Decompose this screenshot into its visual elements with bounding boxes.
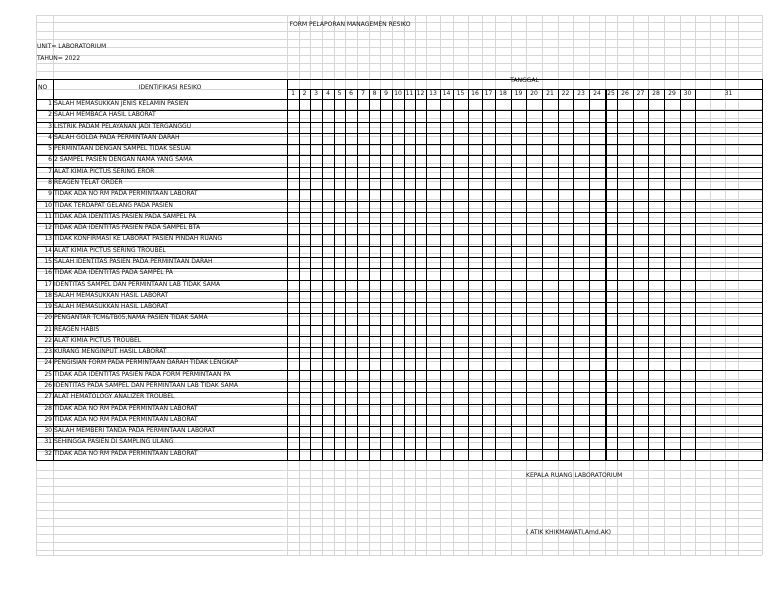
row-rule bbox=[36, 325, 762, 326]
gridline-h bbox=[36, 47, 762, 48]
day-header: 12 bbox=[416, 90, 425, 97]
day-header: 20 bbox=[530, 90, 538, 97]
row-number: 11 bbox=[44, 213, 52, 220]
gridline-h bbox=[36, 542, 762, 543]
row-number: 9 bbox=[48, 190, 52, 197]
row-number: 8 bbox=[48, 179, 52, 186]
row-number: 10 bbox=[44, 202, 52, 209]
day-col-rule bbox=[511, 89, 512, 460]
row-number: 17 bbox=[44, 281, 52, 288]
risk-item: KURANG MENGINPUT HASIL LABORAT bbox=[54, 348, 167, 355]
row-number: 13 bbox=[44, 235, 52, 242]
unit-label: UNIT= LABORATORIUM bbox=[37, 43, 107, 50]
day-header: 2 bbox=[302, 90, 307, 97]
gridline-h bbox=[36, 424, 762, 425]
signature-role: KEPALA RUANG LABORATORIUM bbox=[526, 472, 623, 479]
row-number: 18 bbox=[44, 292, 52, 299]
risk-item: ALAT KIMIA PICTUS SERING TROUBEL bbox=[54, 247, 166, 254]
form-title: FORM PELAPORAN MANAGEMEN RESIKO bbox=[289, 21, 411, 28]
day-header: 26 bbox=[621, 90, 629, 97]
risk-item: SEHINGGA PASIEN DI SAMPLING ULANG bbox=[54, 438, 174, 445]
table-border-bottom bbox=[36, 460, 762, 461]
row-number: 23 bbox=[44, 348, 52, 355]
day-col-rule bbox=[334, 89, 335, 460]
day-header: 18 bbox=[499, 90, 507, 97]
row-number: 29 bbox=[44, 416, 52, 423]
day-header: 25 bbox=[607, 90, 615, 97]
day-header: 13 bbox=[429, 90, 437, 97]
day-col-rule bbox=[558, 89, 559, 460]
day-header: 23 bbox=[577, 90, 585, 97]
day-col-rule bbox=[633, 89, 634, 460]
row-number: 5 bbox=[48, 145, 52, 152]
gridline-h bbox=[36, 244, 762, 245]
day-col-rule bbox=[573, 89, 574, 460]
risk-item: ALAT KIMIA PICTUS TROUBEL bbox=[54, 337, 142, 344]
day-header: 6 bbox=[349, 90, 353, 97]
day-header: 28 bbox=[652, 90, 660, 97]
row-number: 2 bbox=[48, 111, 52, 118]
row-number: 24 bbox=[44, 359, 52, 366]
day-col-rule bbox=[426, 89, 427, 460]
header-tanggal: TANGGAL bbox=[510, 77, 539, 84]
day-header: 14 bbox=[442, 90, 451, 97]
day-header: 17 bbox=[484, 90, 493, 97]
gridline-h bbox=[36, 494, 762, 495]
risk-item: TIDAK TERDAPAT GELANG PADA PASIEN bbox=[54, 202, 173, 209]
day-col-rule bbox=[415, 89, 416, 460]
day-header: 31 bbox=[724, 90, 733, 97]
risk-item: SALAH MEMASUKKAN JENIS KELAMIN PASIEN bbox=[54, 100, 189, 107]
risk-item: SALAH IDENTITAS PASIEN PADA PERMINTAAN DARAH bbox=[54, 258, 213, 265]
row-number: 19 bbox=[44, 303, 52, 310]
gridline-h bbox=[36, 478, 762, 479]
gridline-h bbox=[36, 502, 762, 503]
risk-item: PENGANTAR TCM&TB05,NAMA PASIEN TIDAK SAMA bbox=[54, 314, 208, 321]
risk-item: TIDAK ADA IDENTITAS PADA SAMPEL PA bbox=[54, 269, 173, 276]
day-header: 1 bbox=[291, 90, 295, 97]
day-header: 22 bbox=[561, 90, 570, 97]
day-header: 29 bbox=[668, 90, 676, 97]
day-header: 16 bbox=[471, 90, 479, 97]
day-col-rule bbox=[680, 89, 681, 460]
row-number: 25 bbox=[44, 371, 52, 378]
risk-item: LISTRIK PADAM PELAYANAN JADI TERGANGGU bbox=[54, 123, 192, 130]
day-header: 11 bbox=[405, 90, 414, 97]
gridline-h bbox=[36, 555, 762, 556]
day-header: 7 bbox=[361, 90, 365, 97]
day-header: 21 bbox=[546, 90, 554, 97]
gridline-h bbox=[36, 199, 762, 200]
header-no: NO bbox=[38, 84, 48, 91]
day-col-rule bbox=[310, 89, 311, 460]
gridline-h bbox=[36, 39, 762, 40]
row-number: 7 bbox=[48, 168, 52, 175]
day-header: 4 bbox=[326, 90, 330, 97]
day-col-rule bbox=[695, 89, 696, 460]
day-col-rule bbox=[589, 89, 590, 460]
risk-item: ALAT HEMATOLOGY ANALIZER TROUBEL bbox=[54, 393, 175, 400]
row-number: 16 bbox=[44, 269, 52, 276]
row-number: 14 bbox=[44, 247, 52, 254]
risk-item: SALAH GOLDA PADA PERMINTAAN DARAH bbox=[54, 134, 180, 141]
risk-item: REAGEN HABIS bbox=[54, 326, 100, 333]
day-col-rule bbox=[345, 89, 346, 460]
day-col-rule bbox=[380, 89, 381, 460]
border-ident-col bbox=[287, 79, 288, 460]
gridline-h bbox=[36, 334, 762, 335]
gridline-h bbox=[36, 181, 762, 182]
row-number: 26 bbox=[44, 382, 52, 389]
border-right bbox=[762, 79, 763, 461]
gridline-h bbox=[36, 486, 762, 487]
risk-item: ALAT KIMIA PICTUS SERING EROR bbox=[54, 168, 155, 175]
day-header: 30 bbox=[683, 90, 692, 97]
row-number: 15 bbox=[44, 258, 52, 265]
day-col-rule bbox=[482, 89, 483, 460]
risk-item: TIDAK ADA IDENTITAS PASIEN PADA SAMPEL PA bbox=[54, 213, 196, 220]
day-col-rule bbox=[299, 89, 300, 460]
row-number: 3 bbox=[48, 123, 52, 130]
day-col-rule bbox=[648, 89, 649, 460]
day-header: 5 bbox=[337, 90, 342, 97]
gridline-h bbox=[36, 518, 762, 519]
risk-item: TIDAK ADA NO RM PADA PERMINTAAN LABORAT bbox=[54, 190, 198, 197]
gridline-h bbox=[36, 534, 762, 535]
risk-item: PENGISIAN FORM PADA PERMINTAAN DARAH TIDAK LENGKAP bbox=[54, 359, 238, 366]
risk-item: IDENTITAS SAMPEL DAN PERMINTAAN LAB TIDAK SAMA bbox=[54, 281, 221, 288]
day-header: 15 bbox=[456, 90, 465, 97]
day-col-rule bbox=[369, 89, 370, 460]
day-col-rule bbox=[495, 89, 496, 460]
row-number: 31 bbox=[44, 438, 52, 445]
row-number: 30 bbox=[44, 427, 52, 434]
risk-item: SALAH MEMASUKKAN HASIL LABORAT bbox=[54, 292, 169, 299]
gridline-h bbox=[36, 379, 762, 380]
row-number: 1 bbox=[48, 100, 52, 107]
gridline-h bbox=[36, 31, 762, 32]
gridline-h bbox=[36, 526, 762, 527]
day-col-rule bbox=[404, 89, 405, 460]
risk-item: SALAH MEMBERI TANDA PADA PERMINTAAN LABORAT bbox=[54, 427, 215, 434]
gridline-h bbox=[36, 343, 762, 344]
risk-item: TIDAK KONFIRMASI KE LABORAT PASIEN PINDAH RUANG bbox=[54, 235, 223, 242]
risk-item: SALAH MEMASUKKAN HASIL LABORAT bbox=[54, 303, 169, 310]
day-col-rule-double bbox=[606, 89, 607, 460]
risk-item: SALAH MEMBACA HASIL LABORAT bbox=[54, 111, 156, 118]
day-col-rule bbox=[322, 89, 323, 460]
row-number: 21 bbox=[44, 326, 52, 333]
day-header: 24 bbox=[593, 90, 601, 97]
risk-item: REAGEN TELAT ORDER bbox=[54, 179, 123, 186]
row-number: 28 bbox=[44, 405, 52, 412]
day-col-rule bbox=[526, 89, 527, 460]
gridline-h bbox=[36, 63, 762, 64]
day-col-rule bbox=[453, 89, 454, 460]
risk-item: TIDAK ADA NO RM PADA PERMINTAAN LABORAT bbox=[54, 416, 198, 423]
day-header: 3 bbox=[314, 90, 318, 97]
risk-item: TIDAK ADA IDENTITAS PASIEN PADA FORM PERMINTAAN PA bbox=[54, 371, 231, 378]
day-header: 10 bbox=[394, 90, 402, 97]
day-header: 19 bbox=[514, 90, 523, 97]
row-number: 6 bbox=[48, 156, 52, 163]
row-rule bbox=[36, 336, 762, 337]
row-number: 4 bbox=[48, 134, 52, 141]
row-rule bbox=[36, 178, 762, 179]
day-col-rule bbox=[468, 89, 469, 460]
risk-item: PERMINTAAN DENGAN SAMPEL TIDAK SESUAI bbox=[54, 145, 191, 152]
day-col-rule bbox=[542, 89, 543, 460]
year-label: TAHUN= 2022 bbox=[37, 55, 81, 62]
gridline-h bbox=[36, 470, 762, 471]
gridline-h bbox=[36, 289, 762, 290]
risk-item: TIDAK ADA NO RM PADA PERMINTAAN LABORAT bbox=[54, 450, 198, 457]
day-col-rule bbox=[664, 89, 665, 460]
day-col-rule bbox=[617, 89, 618, 460]
risk-item: IDENTITAS PADA SAMPEL DAN PERMINTAAN LAB TIDAK SAMA bbox=[54, 382, 238, 389]
row-number: 22 bbox=[44, 337, 52, 344]
day-col-rule bbox=[357, 89, 358, 460]
gridline-h bbox=[36, 550, 762, 551]
row-number: 27 bbox=[44, 393, 52, 400]
risk-item: TIDAK ADA NO RM PADA PERMINTAAN LABORAT bbox=[54, 405, 198, 412]
row-number: 32 bbox=[44, 450, 52, 457]
gridline-h bbox=[36, 55, 762, 56]
day-header: 9 bbox=[384, 90, 388, 97]
signature-name: ( ATIK KHIKMAWATI,Amd.AK) bbox=[526, 529, 611, 536]
day-header: 27 bbox=[636, 90, 645, 97]
gridline-h bbox=[36, 15, 762, 16]
row-number: 12 bbox=[44, 224, 52, 231]
header-identifikasi: IDENTIFIKASI RESIKO bbox=[138, 84, 202, 91]
day-header: 8 bbox=[372, 90, 377, 97]
day-col-rule bbox=[440, 89, 441, 460]
row-number: 20 bbox=[44, 314, 52, 321]
gridline-h bbox=[36, 510, 762, 511]
risk-item: TIDAK ADA IDENTITAS PASIEN PADA SAMPEL BTA bbox=[54, 224, 201, 231]
risk-item: 2 SAMPEL PASIEN DENGAN NAMA YANG SAMA bbox=[54, 156, 193, 163]
day-col-rule bbox=[392, 89, 393, 460]
gridline-h bbox=[36, 71, 762, 72]
